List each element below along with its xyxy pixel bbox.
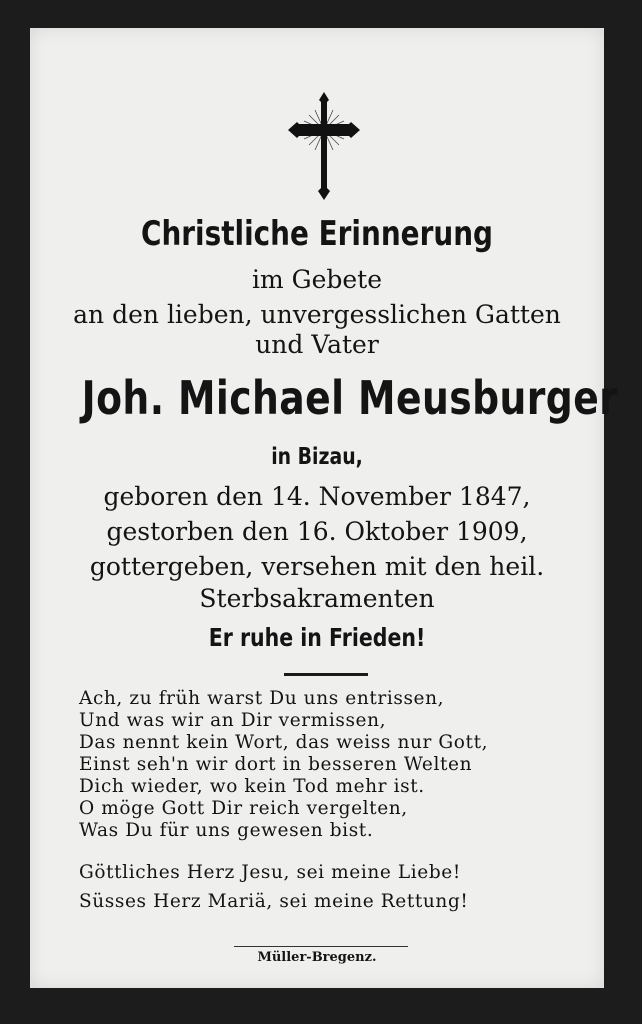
prayer-line: Göttliches Herz Jesu, sei meine Liebe! xyxy=(79,862,461,883)
memorial-poem xyxy=(79,688,488,842)
sacraments-line: Sterbsakramenten xyxy=(199,584,435,613)
poem-line: Ach, zu früh warst Du uns entrissen, xyxy=(79,688,445,709)
poem-line: Einst seh'n wir dort in besseren Welten xyxy=(79,754,473,775)
intro-line-spouse: an den lieben, unvergesslichen Gatten xyxy=(73,300,561,329)
prayer-line: Süsses Herz Mariä, sei meine Rettung! xyxy=(79,891,469,912)
rest-in-peace: Er ruhe in Frieden! xyxy=(208,623,426,652)
poem-line: Das nennt kein Wort, das weiss nur Gott, xyxy=(79,732,489,753)
death-date: gestorben den 16. Oktober 1909, xyxy=(106,517,528,546)
intro-line-father: und Vater xyxy=(255,330,379,359)
memorial-card xyxy=(30,28,619,988)
intro-line-prayer: im Gebete xyxy=(251,265,383,294)
prayer-invocations xyxy=(79,858,468,916)
poem-line: Was Du für uns gewesen bist. xyxy=(79,820,374,841)
resignation-line: gottergeben, versehen mit den heil. xyxy=(89,552,545,581)
card-title: Christliche Erinnerung xyxy=(140,214,494,254)
poem-line: Dich wieder, wo kein Tod mehr ist. xyxy=(79,776,425,797)
birth-date: geboren den 14. November 1847, xyxy=(103,482,531,511)
footer-rule xyxy=(234,946,408,947)
deceased-name: Joh. Michael Meusburger xyxy=(81,371,619,425)
deceased-place: in Bizau, xyxy=(271,444,363,470)
cross-icon xyxy=(287,92,361,200)
poem-line: O möge Gott Dir reich vergelten, xyxy=(79,798,408,819)
printer-credit: Müller-Bregenz. xyxy=(257,950,377,965)
divider xyxy=(284,673,368,676)
poem-line: Und was wir an Dir vermissen, xyxy=(79,710,387,731)
